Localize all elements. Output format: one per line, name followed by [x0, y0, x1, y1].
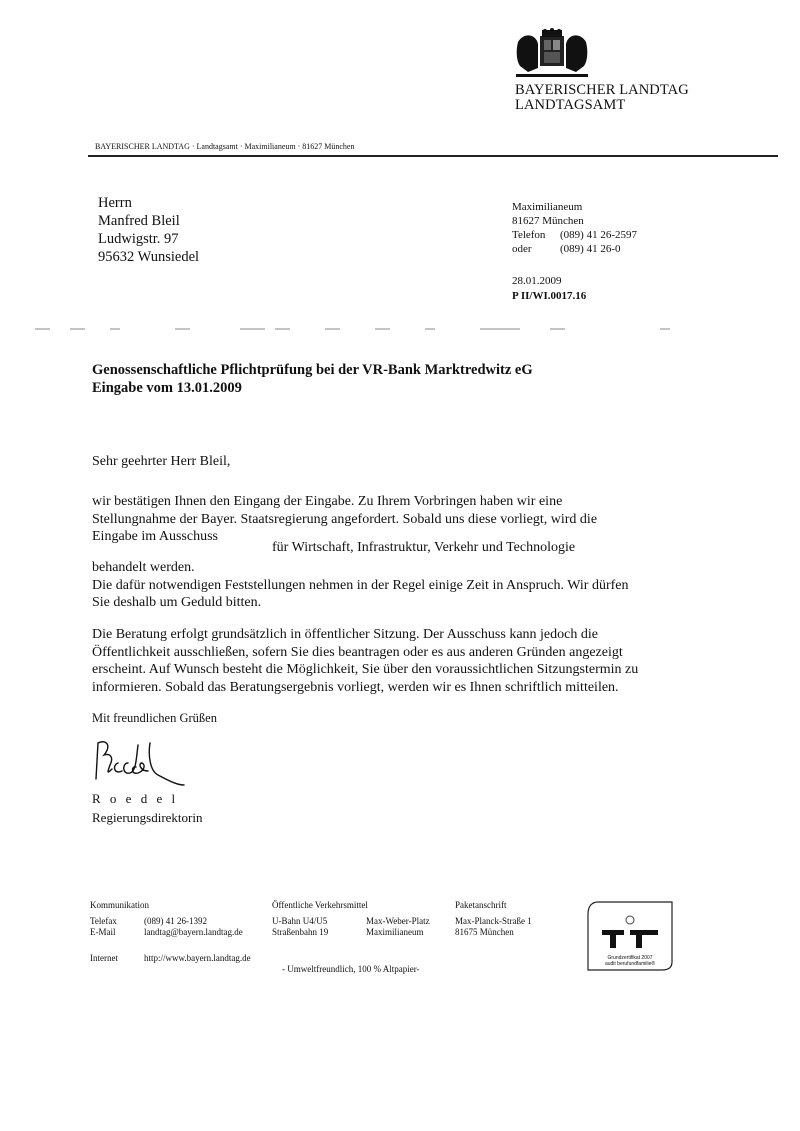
ubahn-line: U-Bahn U4/U5 — [272, 916, 328, 926]
footer-communication — [90, 916, 243, 938]
body-line: Stellungnahme der Bayer. Staatsregierung angefordert. Sobald uns diese vorliegt, wird die — [92, 511, 598, 527]
signer-name: R o e d e l — [92, 791, 179, 806]
body-line: wir bestätigen Ihnen den Eingang der Eingabe. Zu Ihrem Vorbringen haben wir eine — [92, 494, 563, 509]
subject-line: Genossenschaftliche Pflichtprüfung bei der VR-Bank Marktredwitz eG — [92, 362, 533, 378]
audit-berufundfamilie-certificate-logo — [584, 900, 676, 972]
footer-parcel-heading: Paketanschrift — [455, 900, 507, 910]
closing-greeting: Mit freundlichen Grüßen — [92, 711, 217, 725]
recipient-salutation: Herrn — [98, 195, 132, 211]
alt-phone-label: oder — [512, 243, 532, 255]
footer-transit-heading: Öffentliche Verkehrsmittel — [272, 900, 368, 910]
body-line: Die dafür notwendigen Feststellungen nehmen in der Regel einige Zeit in Anspruch. Wir dürfen — [92, 577, 629, 593]
parcel-street: Max-Planck-Straße 1 — [455, 916, 532, 926]
tram-line: Straßenbahn 19 — [272, 927, 329, 937]
org-name: BAYERISCHER LANDTAG — [515, 82, 689, 98]
letter-date: 28.01.2009 — [512, 275, 562, 287]
ubahn-stop: Max-Weber-Platz — [366, 916, 430, 926]
tram-stop: Maximilianeum — [366, 927, 424, 937]
footer-internet — [90, 953, 251, 964]
org-department: LANDTAGSAMT — [515, 97, 626, 113]
organization-title — [515, 83, 689, 113]
cert-line-1: Grundzertifikat 2007 — [607, 955, 653, 961]
subject-submission-date: Eingabe vom 13.01.2009 — [92, 380, 242, 396]
handwritten-signature — [92, 735, 192, 790]
contact-phone-row — [512, 228, 637, 242]
certificate-caption — [592, 955, 668, 967]
fax-number: (089) 41 26-1392 — [144, 916, 207, 926]
recipient-address — [98, 194, 199, 266]
recipient-street: Ludwigstr. 97 — [98, 231, 179, 247]
body-line: Öffentlichkeit ausschließen, sofern Sie dies beantragen oder es aus anderen Gründen angezeigt — [92, 644, 623, 660]
email-label: E-Mail — [90, 927, 116, 937]
footer-communication-heading: Kommunikation — [90, 900, 149, 910]
recycled-paper-note: - Umweltfreundlich, 100 % Altpapier- — [282, 964, 420, 974]
signer-title: Regierungsdirektorin — [92, 810, 203, 825]
footer-parcel-address — [455, 916, 532, 938]
email-link[interactable]: landtag@bayern.landtag.de — [144, 927, 243, 937]
phone-number: (089) 41 26-2597 — [560, 229, 637, 241]
parcel-city: 81675 München — [455, 927, 514, 937]
phone-label: Telefon — [512, 229, 546, 241]
body-line: Eingabe im Ausschuss — [92, 529, 218, 544]
internet-label: Internet — [90, 953, 118, 963]
body-line: informieren. Sobald das Beratungsergebnis vorliegt, werden wir es Ihnen schriftlich mitteilen. — [92, 679, 619, 695]
body-line: Die Beratung erfolgt grundsätzlich in öffentlicher Sitzung. Der Ausschuss kann jedoch die — [92, 627, 598, 642]
contact-alt-phone-row — [512, 242, 637, 256]
date-reference-block — [512, 274, 586, 304]
sender-contact-block — [512, 200, 637, 256]
recipient-name: Manfred Bleil — [98, 213, 180, 229]
body-paragraph-1 — [92, 493, 732, 546]
alt-phone-number: (089) 41 26-0 — [560, 243, 621, 255]
scan-fold-marks — [30, 318, 760, 322]
sender-return-address: BAYERISCHER LANDTAG · Landtagsamt · Maximilianeum · 81627 München — [95, 142, 355, 151]
footer-transit — [272, 916, 430, 938]
contact-building: Maximilianeum — [512, 201, 583, 213]
contact-city: 81627 München — [512, 215, 584, 227]
sender-divider — [88, 155, 778, 157]
body-line: behandelt werden. — [92, 560, 195, 575]
cert-line-2: audit berufundfamilie® — [604, 961, 656, 967]
body-line: erscheint. Auf Wunsch besteht die Möglichkeit, Sie über den voraussichtlichen Sitzungstermin zu — [92, 662, 639, 677]
reference-number: P II/WI.0017.16 — [512, 290, 587, 302]
salutation: Sehr geehrter Herr Bleil, — [92, 454, 231, 469]
body-paragraph-2 — [92, 626, 732, 696]
website-link[interactable]: http://www.bayern.landtag.de — [144, 953, 251, 963]
bavarian-coat-of-arms-logo — [514, 28, 590, 80]
recipient-city: 95632 Wunsiedel — [98, 249, 200, 265]
body-line: Sie deshalb um Geduld bitten. — [92, 595, 262, 610]
letter-subject — [92, 361, 533, 397]
fax-label: Telefax — [90, 916, 117, 926]
body-paragraph-1-continued — [92, 559, 732, 612]
committee-name: für Wirtschaft, Infrastruktur, Verkehr und Technologie — [272, 540, 576, 555]
